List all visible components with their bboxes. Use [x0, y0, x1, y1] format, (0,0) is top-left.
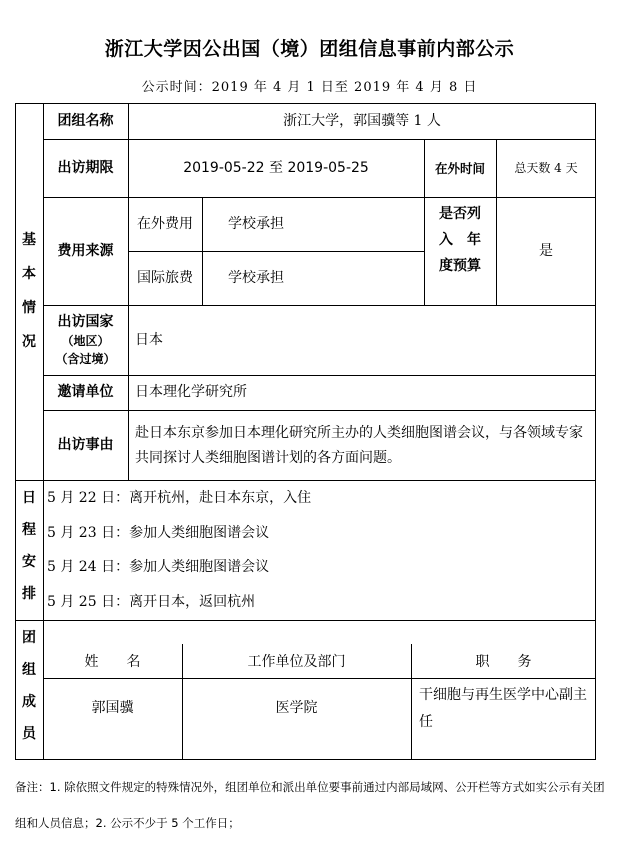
- schedule-item: 5 月 25 日：离开日本，返回杭州: [47, 594, 256, 611]
- member-name: 郭国骥: [91, 700, 134, 717]
- funding-label: 费用来源: [57, 242, 114, 259]
- abroad-time-value: 总天数 4 天: [514, 161, 578, 176]
- annual-budget-label: 是否列 入 年 度预算: [439, 206, 481, 274]
- annual-budget-value: 是: [539, 242, 553, 259]
- members-header-position: 职 务: [475, 654, 532, 671]
- publish-time: 公示时间：2019 年 4 月 1 日至 2019 年 4 月 8 日: [141, 80, 478, 95]
- members-header-unit: 工作单位及部门: [247, 654, 346, 671]
- visit-period-label: 出访期限: [57, 159, 114, 176]
- purpose-label: 出访事由: [57, 436, 114, 453]
- footnote: 备注：1. 除依照文件规定的特殊情况外，组团单位和派出单位要事前通过内部局域网、公开栏等方式如实公示有关团组和人员信息；2. 公示不少于 5 个工作日；: [15, 780, 605, 830]
- inviter-label: 邀请单位: [57, 384, 114, 401]
- schedule-item: 5 月 23 日：参加人类细胞图谱会议: [47, 525, 270, 542]
- section-divider: [15, 620, 596, 621]
- member-position: 干细胞与再生医学中心副主任: [419, 687, 587, 730]
- visit-period-value: 2019-05-22 至 2019-05-25: [183, 159, 369, 176]
- abroad-time-label: 在外时间: [434, 160, 485, 176]
- country-label: 出访国家 （地区） （含过境）: [55, 314, 116, 366]
- funding-value: 学校承担: [228, 215, 284, 232]
- schedule-label: 日 程 安 排: [22, 490, 36, 602]
- member-unit: 医学院: [275, 700, 318, 717]
- purpose-value: 赴日本东京参加日本理化研究所主办的人类细胞图谱会议，与各领域专家共同探讨人类细胞图谱计划的各方面问题。: [135, 425, 583, 466]
- inviter-value: 日本理化学研究所: [135, 384, 247, 401]
- page-title: 浙江大学因公出国（境）团组信息事前内部公示: [104, 38, 515, 60]
- section-divider: [43, 480, 44, 620]
- group-name-label: 团组名称: [57, 112, 114, 129]
- schedule-item: 5 月 24 日：参加人类细胞图谱会议: [47, 559, 270, 576]
- info-table: [15, 103, 596, 760]
- funding-value: 学校承担: [228, 269, 284, 286]
- funding-type: 国际旅费: [137, 269, 193, 286]
- members-header-name: 姓 名: [84, 654, 141, 671]
- group-name-value: 浙江大学，郭国骥等 1 人: [283, 112, 441, 129]
- funding-type: 在外费用: [137, 215, 193, 232]
- members-label: 团 组 成 员: [22, 630, 36, 742]
- basic-info-label: 基 本 情 况: [22, 232, 36, 350]
- schedule-item: 5 月 22 日：离开杭州，赴日本东京，入住: [47, 490, 312, 507]
- section-divider: [15, 480, 596, 481]
- country-value: 日本: [135, 331, 163, 348]
